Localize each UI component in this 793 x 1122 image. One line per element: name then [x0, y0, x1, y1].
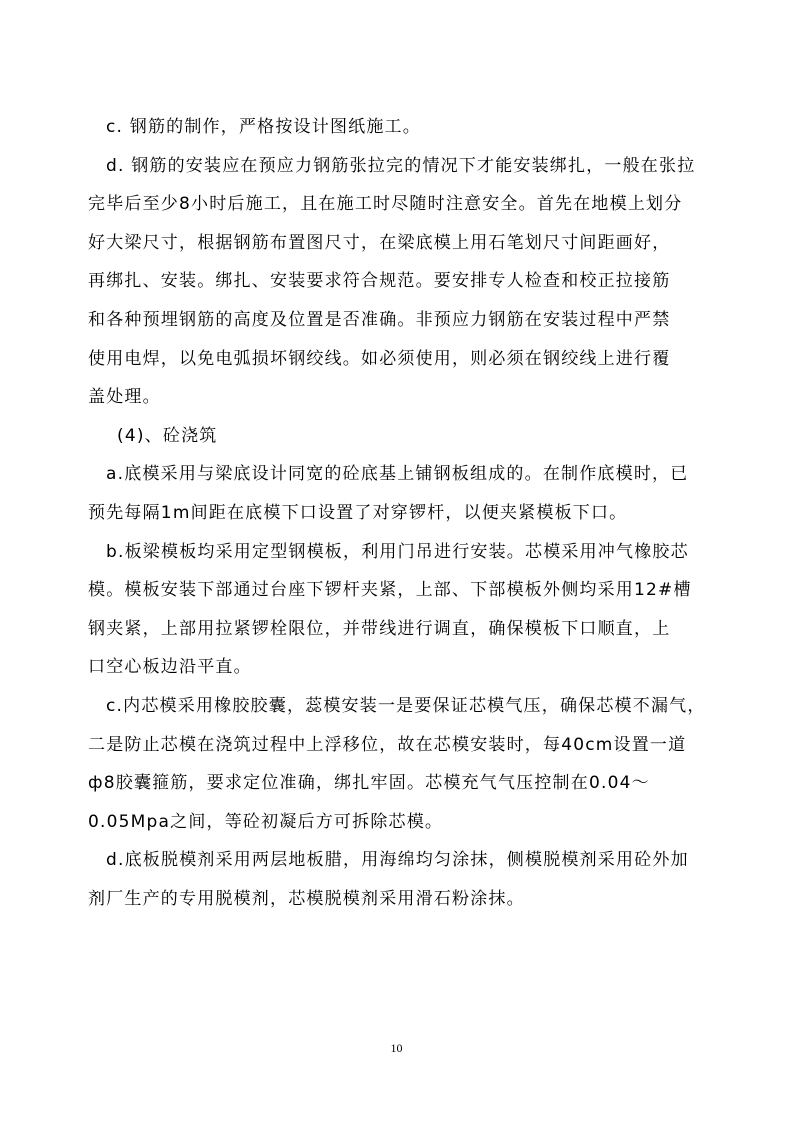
section-heading: (4)、砼浇筑 [117, 425, 218, 446]
text-line: 盖处理。 [88, 387, 161, 408]
text-line: a.底模采用与梁底设计同宽的砼底基上铺钢板组成的。在制作底模时，已 [106, 464, 689, 485]
paragraph-b-slab-formwork [88, 533, 703, 687]
text-line: 再绑扎、安装。绑扎、安装要求符合规范。要安排专人检查和校正拉接筋 [88, 271, 671, 292]
page-number: 10 [390, 1041, 403, 1055]
text-line: 好大梁尺寸，根据钢筋布置图尺寸，在梁底模上用石笔划尺寸间距画好， [88, 232, 671, 253]
paragraph-c-rebar-fabrication [103, 108, 703, 147]
paragraph-d-release-agent [88, 841, 703, 918]
text-line: 口空心板边沿平直。 [88, 657, 252, 678]
text-line: 二是防止芯模在浇筑过程中上浮移位，故在芯模安装时，每40cm设置一道 [88, 734, 687, 755]
text-line: 剂厂生产的专用脱模剂，芯模脱模剂采用滑石粉涂抹。 [88, 888, 525, 909]
document-body [88, 108, 706, 918]
text-line: 预先每隔1m间距在底模下口设置了对穿锣杆，以便夹紧模板下口。 [88, 502, 628, 523]
text-line: b.板梁模板均采用定型钢模板，利用门吊进行安装。芯模采用冲气橡胶芯 [106, 541, 689, 562]
text-line: 0.05Mpa之间，等砼初凝后方可拆除芯模。 [88, 811, 444, 832]
text-line: ф8胶囊箍筋，要求定位准确，绑扎牢固。芯模充气气压控制在0.04～ [88, 773, 650, 794]
text-line: 完毕后至少8小时后施工，且在施工时尽随时注意安全。首先在地模上划分 [88, 194, 683, 215]
text-line: 使用电焊，以免电弧损坏钢绞线。如必须使用，则必须在钢绞线上进行覆 [88, 348, 671, 369]
text-line: 模。模板安装下部通过台座下锣杆夹紧，上部、下部模板外侧均采用12#槽 [88, 580, 692, 601]
text-line: d.底板脱模剂采用两层地板腊，用海绵均匀涂抹，侧模脱模剂采用砼外加 [106, 850, 689, 871]
text-line: 和各种预埋钢筋的高度及位置是否准确。非预应力钢筋在安装过程中严禁 [88, 309, 671, 330]
text-line: d. 钢筋的安装应在预应力钢筋张拉完的情况下才能安装绑扎，一般在张拉 [106, 155, 696, 176]
paragraph-c-inner-core-mold [88, 687, 706, 841]
section-heading-concrete-pouring [103, 417, 703, 456]
paragraph-d-rebar-installation [88, 147, 703, 417]
paragraph-a-bottom-formwork [88, 455, 703, 532]
text-line: c. 钢筋的制作，严格按设计图纸施工。 [106, 117, 421, 137]
text-line: c.内芯模采用橡胶胶囊，蕊模安装一是要保证芯模气压，确保芯模不漏气， [106, 695, 706, 716]
text-line: 钢夹紧，上部用拉紧锣栓限位，并带线进行调直，确保模板下口顺直，上 [88, 618, 671, 639]
